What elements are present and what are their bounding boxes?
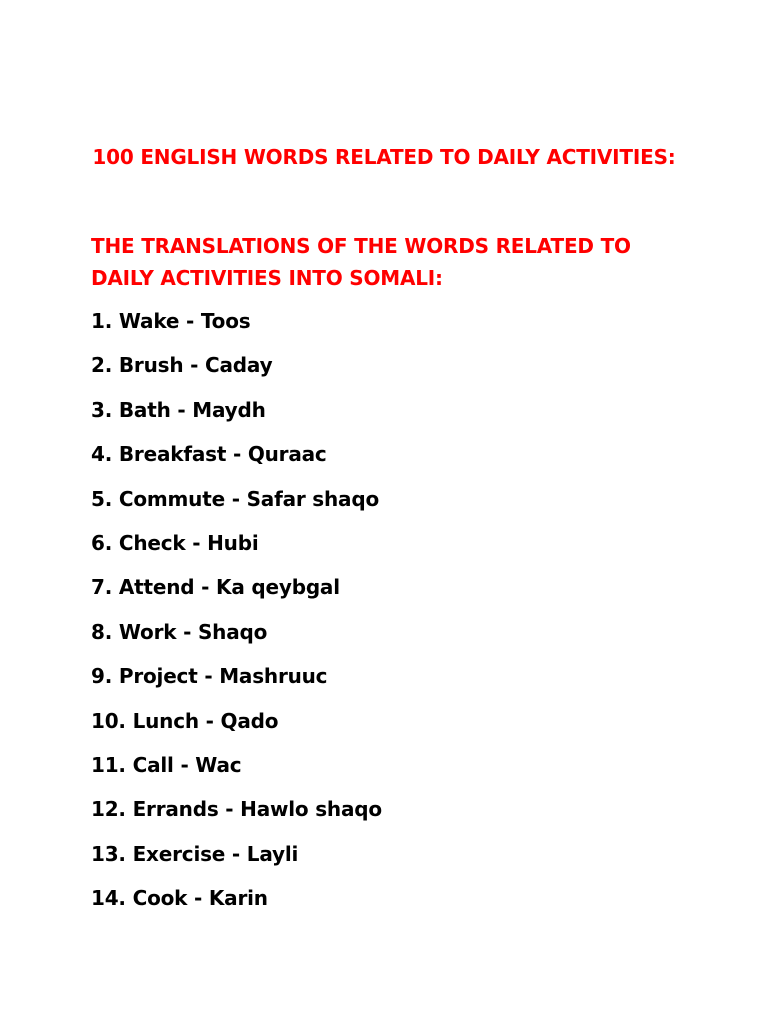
list-item: 12. Errands - Hawlo shaqo xyxy=(91,797,382,822)
list-item: 1. Wake - Toos xyxy=(91,309,251,333)
section-heading: THE TRANSLATIONS OF THE WORDS RELATED TO DAILY ACTIVITIES INTO SOMALI: xyxy=(91,234,631,290)
page-title: 100 ENGLISH WORDS RELATED TO DAILY ACTIVITIES: xyxy=(92,145,676,169)
list-item: 10. Lunch - Qado xyxy=(91,708,279,733)
word-list xyxy=(91,307,382,928)
list-item: 3. Bath - Maydh xyxy=(91,397,266,422)
list-item: 11. Call - Wac xyxy=(91,752,242,777)
list-item: 14. Cook - Karin xyxy=(91,886,268,911)
list-item: 2. Brush - Caday xyxy=(91,353,273,378)
list-item: 5. Commute - Safar shaqo xyxy=(91,486,379,511)
list-item: 4. Breakfast - Quraac xyxy=(91,442,327,467)
list-item: 7. Attend - Ka qeybgal xyxy=(91,575,340,600)
list-item: 13. Exercise - Layli xyxy=(91,841,299,866)
list-item: 8. Work - Shaqo xyxy=(91,619,268,644)
list-item: 9. Project - Mashruuc xyxy=(91,664,328,689)
list-item: 6. Check - Hubi xyxy=(91,530,259,555)
